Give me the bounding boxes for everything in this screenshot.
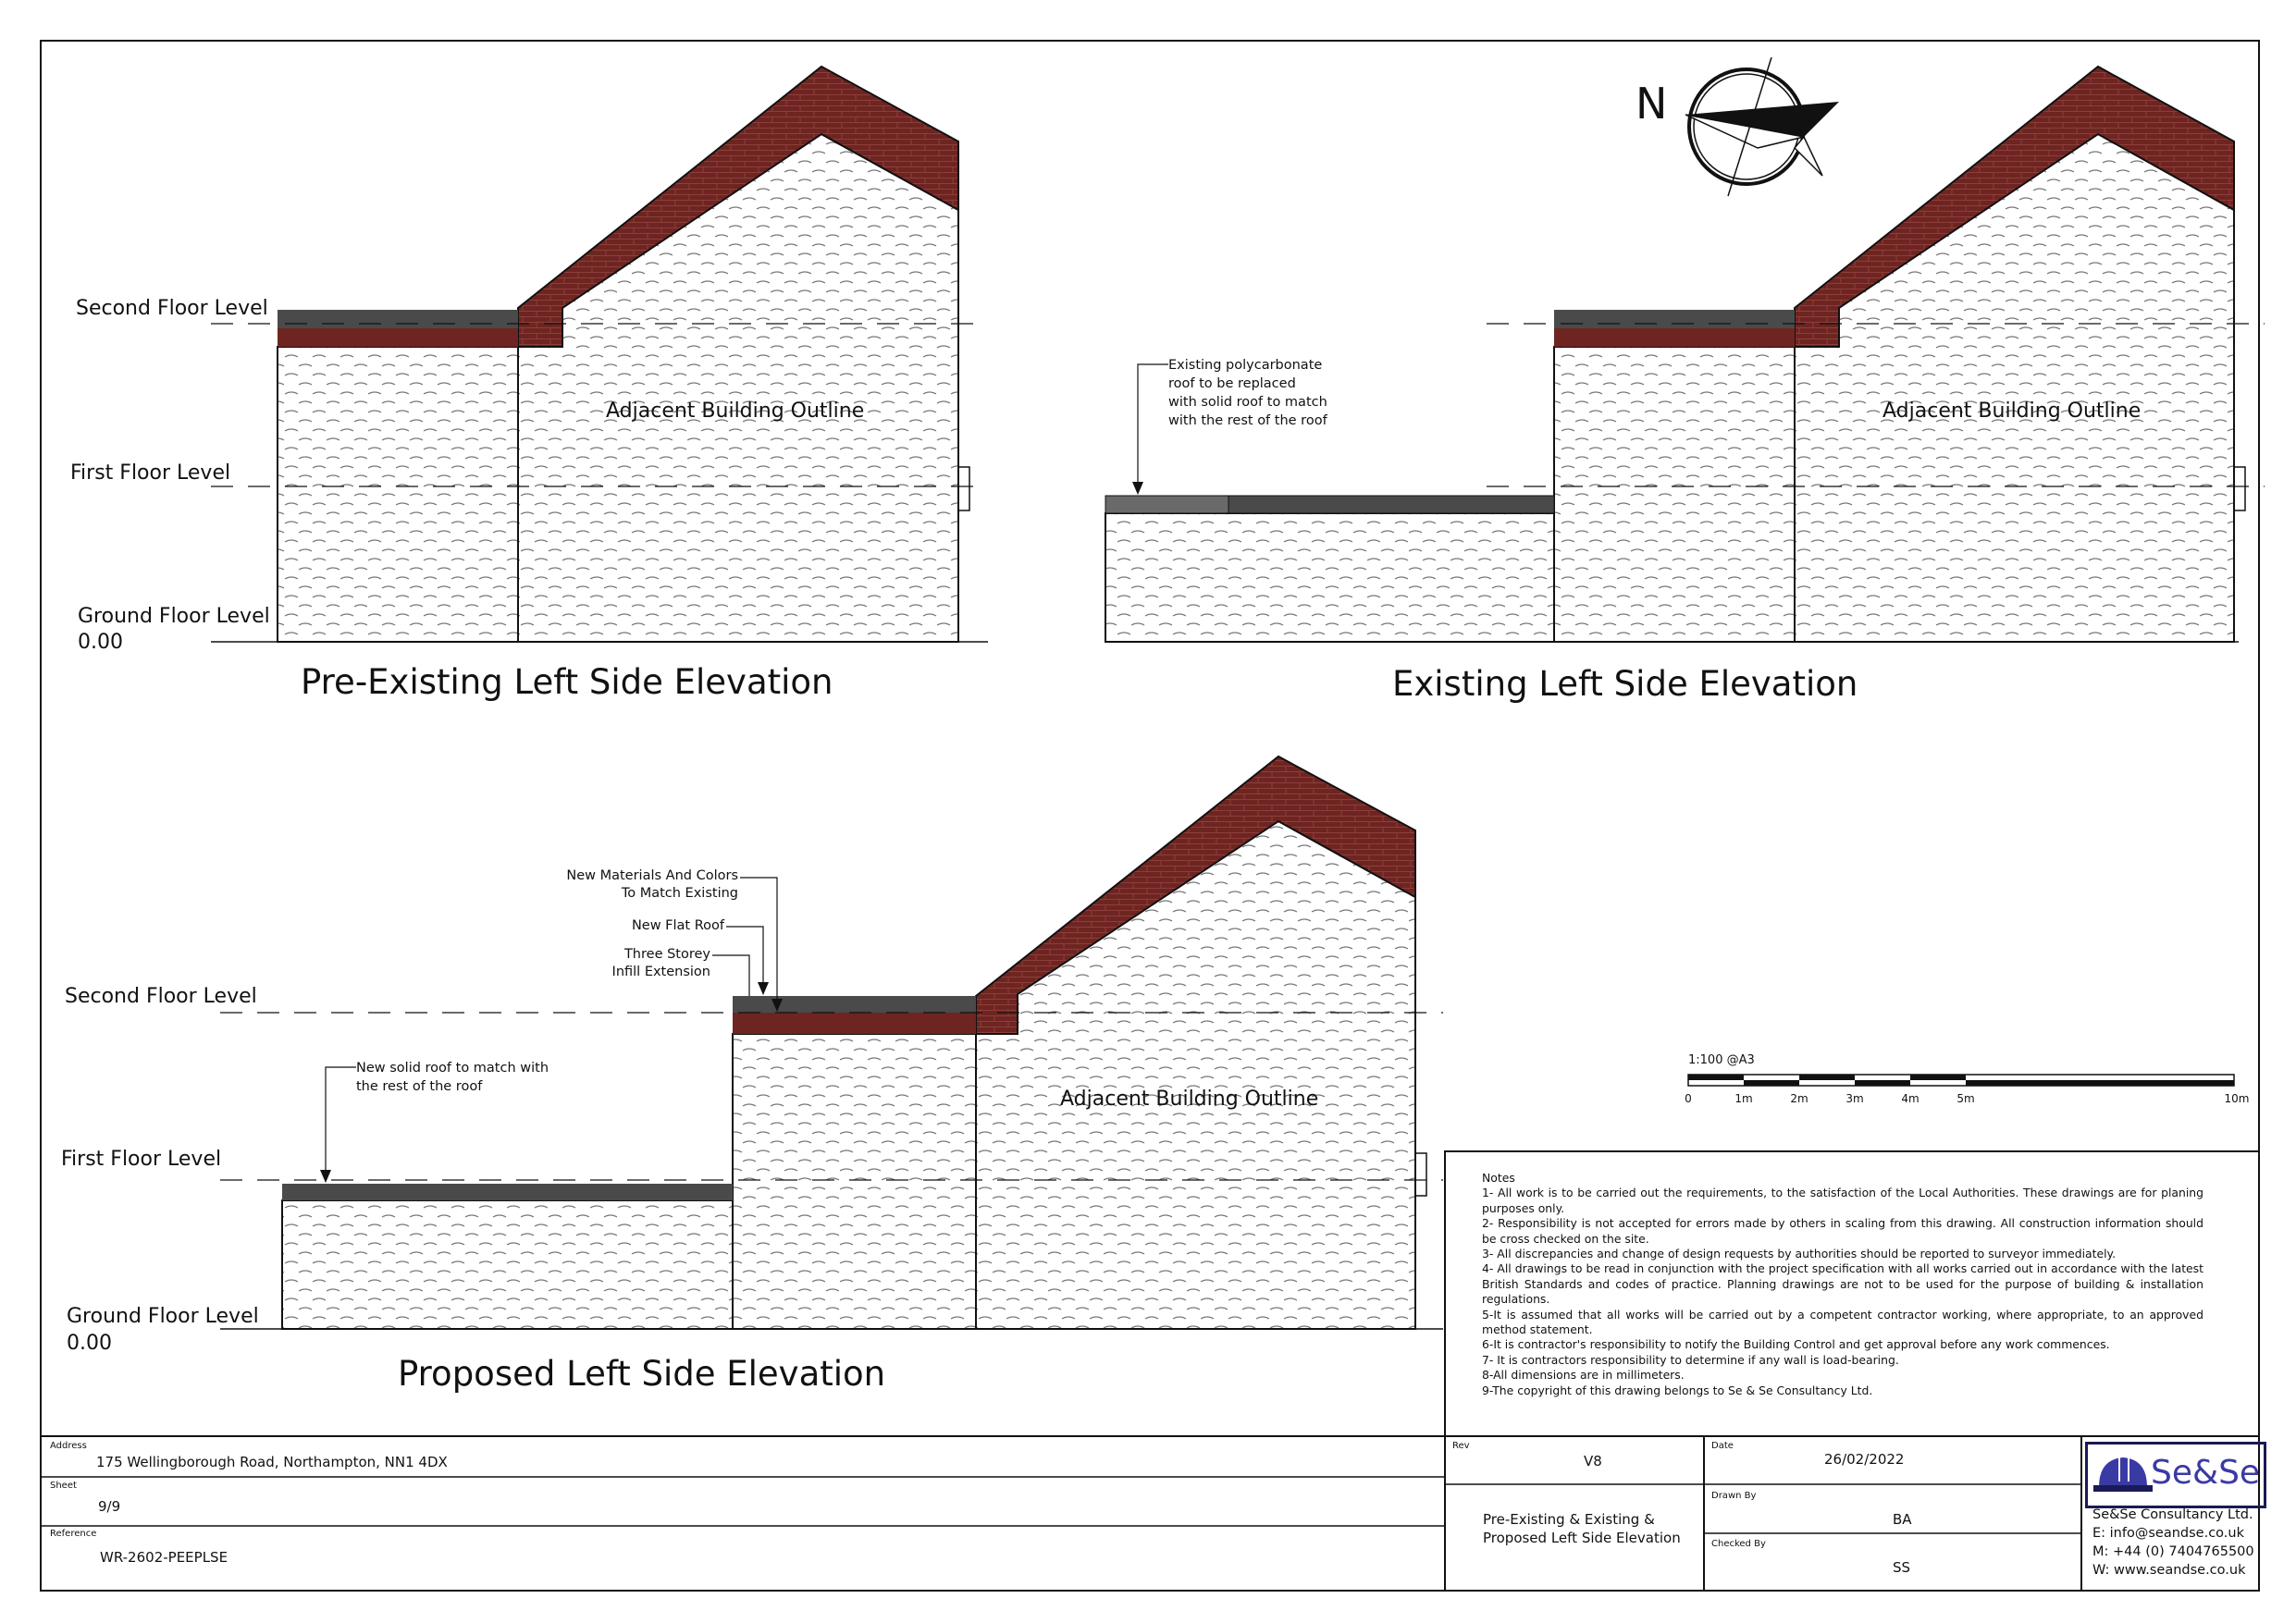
checked-by-value: SS <box>1893 1559 1911 1576</box>
note-item: 2- Responsibility is not accepted for errors made by others in scaling from this drawing. All construction information should be cross checked on the site. <box>1482 1216 2203 1246</box>
proposed-second-floor-label: Second Floor Level <box>65 985 257 1008</box>
existing-note-line-3: with solid roof to match <box>1168 395 1327 410</box>
drawing-title-line-1: Pre-Existing & Existing & <box>1483 1511 1655 1528</box>
company-name: Se&Se Consultancy Ltd. <box>2092 1507 2253 1522</box>
pre-existing-title: Pre-Existing Left Side Elevation <box>301 662 833 702</box>
existing-note-line-1: Existing polycarbonate <box>1168 358 1323 373</box>
proposed-elevation <box>61 756 1443 1394</box>
note-item: 3- All discrepancies and change of design requests by authorities should be reported to surveyor immediately. <box>1482 1247 2117 1261</box>
proposed-note-materials-1: New Materials And Colors <box>566 868 738 883</box>
company-web: W: www.seandse.co.uk <box>2092 1563 2246 1578</box>
pre-first-floor-label: First Floor Level <box>70 461 231 485</box>
proposed-note-solid-roof-2: the rest of the roof <box>356 1079 483 1094</box>
scale-tick-4: 4m <box>1901 1092 1920 1105</box>
note-item: 1- All work is to be carried out the requirements, to the satisfaction of the Local Authorities. These drawings are for planing purposes only. <box>1482 1186 2203 1215</box>
sheet-caption: Sheet <box>50 1481 77 1491</box>
notes-heading: Notes <box>1482 1171 1515 1185</box>
note-item: 5-It is assumed that all works will be carried out by a competent contractor working, where appropriate, to an approved method statement. <box>1482 1307 2203 1337</box>
pre-existing-elevation <box>70 67 988 702</box>
checked-by-caption: Checked By <box>1711 1539 1766 1549</box>
note-item: 4- All drawings to be read in conjunction with the project specification with all works carried out in accordance with the latest British Standards and codes of practice. Planning drawings are not to be used for the purpose of building & installation regulations. <box>1482 1261 2203 1307</box>
date-caption: Date <box>1711 1441 1734 1451</box>
proposed-ground-floor-label: Ground Floor Level <box>67 1305 259 1328</box>
scale-tick-5: 5m <box>1957 1092 1975 1105</box>
proposed-title: Proposed Left Side Elevation <box>398 1354 886 1394</box>
scale-bar <box>1685 1053 2249 1105</box>
proposed-solid-roof <box>282 1184 733 1200</box>
north-arrow <box>1636 57 1839 196</box>
north-label: N <box>1636 79 1668 129</box>
note-item: 6-It is contractor's responsibility to notify the Building Control and get approval before any work commences. <box>1482 1337 2110 1352</box>
existing-polycarbonate-roof <box>1105 496 1228 513</box>
scale-tick-1: 1m <box>1734 1092 1753 1105</box>
proposed-ground-value: 0.00 <box>67 1332 112 1355</box>
company-logo-text: Se&Se <box>2151 1454 2261 1492</box>
pre-ground-value: 0.00 <box>78 631 123 654</box>
date-value: 26/02/2022 <box>1824 1451 1905 1468</box>
existing-note-line-2: roof to be replaced <box>1168 376 1296 391</box>
sheet-value: 9/9 <box>98 1498 121 1515</box>
note-item: 8-All dimensions are in millimeters. <box>1482 1368 1685 1383</box>
pre-ground-floor-label: Ground Floor Level <box>78 605 270 628</box>
address-value: 175 Wellingborough Road, Northampton, NN1 4DX <box>96 1454 448 1470</box>
existing-note-line-4: with the rest of the roof <box>1168 413 1327 428</box>
existing-title: Existing Left Side Elevation <box>1392 664 1858 704</box>
pre-second-floor-label: Second Floor Level <box>76 297 268 320</box>
scale-tick-3: 3m <box>1845 1092 1864 1105</box>
existing-adjacent-label: Adjacent Building Outline <box>1882 400 2142 423</box>
pre-existing-flat-roof <box>278 310 518 328</box>
rev-value: V8 <box>1584 1453 1602 1469</box>
proposed-note-solid-roof-1: New solid roof to match with <box>356 1061 549 1076</box>
proposed-note-infill-2: Infill Extension <box>611 965 710 979</box>
drawing-title-line-2: Proposed Left Side Elevation <box>1483 1530 1681 1546</box>
company-email: E: info@seandse.co.uk <box>2092 1526 2244 1541</box>
company-phone: M: +44 (0) 7404765500 <box>2092 1544 2254 1559</box>
rev-caption: Rev <box>1452 1441 1470 1451</box>
general-notes <box>1482 1171 2203 1398</box>
scale-tick-2: 2m <box>1790 1092 1808 1105</box>
existing-elevation <box>1105 67 2265 704</box>
proposed-note-materials-2: To Match Existing <box>621 886 738 901</box>
address-caption: Address <box>50 1441 87 1451</box>
proposed-note-flat-roof: New Flat Roof <box>631 918 724 933</box>
reference-value: WR-2602-PEEPLSE <box>100 1549 228 1566</box>
company-logo <box>2085 1442 2266 1508</box>
proposed-new-flat-roof <box>733 996 976 1013</box>
note-item: 9-The copyright of this drawing belongs to Se & Se Consultancy Ltd. <box>1482 1383 1873 1397</box>
scale-tick-10: 10m <box>2224 1092 2250 1105</box>
reference-caption: Reference <box>50 1529 97 1539</box>
proposed-first-floor-label: First Floor Level <box>61 1148 222 1171</box>
scale-tick-0: 0 <box>1685 1092 1692 1105</box>
drawn-by-value: BA <box>1893 1511 1912 1528</box>
pre-adjacent-label: Adjacent Building Outline <box>606 400 865 423</box>
note-item: 7- It is contractors responsibility to determine if any wall is load-bearing. <box>1482 1352 1899 1367</box>
drawn-by-caption: Drawn By <box>1711 1491 1757 1501</box>
proposed-note-infill-1: Three Storey <box>623 947 710 962</box>
proposed-adjacent-label: Adjacent Building Outline <box>1060 1088 1319 1111</box>
scale-label: 1:100 @A3 <box>1688 1053 1755 1067</box>
